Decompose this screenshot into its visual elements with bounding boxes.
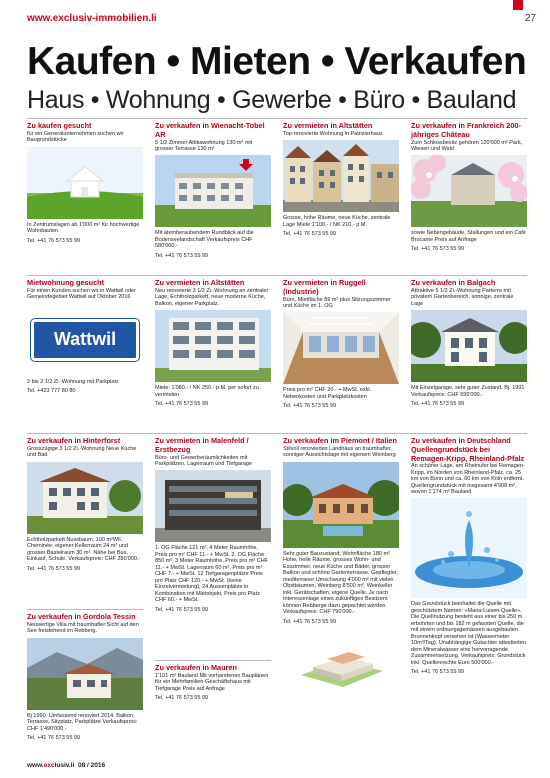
chateau-photo [411, 155, 527, 227]
listing-subtitle: Neu renovierte 3 1/2 Zi.-Wohnung an zentraler Lage, Echtholzparkett, neue moderne Küche, Balkon, eigener Parkplatz. [155, 287, 269, 307]
listing-card[interactable] [155, 660, 271, 702]
listing-description: Miete: 1'080.- / NK 250.- p.M. per sofort zu vermieten [155, 385, 259, 398]
office-interior-photo [283, 312, 399, 384]
listing-description: Das Grundstück beinhaltet die Quelle mit geschütztem Namen: «Maria-Luisen-Quelle». Die Quellnutzung besteht aus einer bis 250 m erbohrten und bis 182 m gefassten Quelle, die mit einem ordnungsgemässen ausgebauten Brunnenkopf versehen ist (Wassermeter 10m³/Tag). Unabhängige Gutachter attestierten dem Mineralwasser eine hervorragende Zusammensetzung. Verkaufspreis: Grundstück inkl. Quellenrechte Euro 500'000.- [411, 601, 526, 666]
site-url[interactable]: www.exclusiv-immobilien.li [27, 13, 157, 24]
listing-phone[interactable]: Tel. +41 76 573 55 99 [411, 669, 465, 676]
listing-card[interactable] [27, 276, 143, 395]
listing-phone[interactable]: Tel. +41 76 573 55 99 [27, 237, 81, 244]
wattwil-sign [27, 304, 143, 376]
listing-phone[interactable]: Tel. +41 76 573 55 99 [155, 252, 209, 259]
lake-villa-photo [27, 638, 143, 710]
listing-phone[interactable]: Tel. +41 76 573 55 99 [283, 618, 337, 625]
listing-description: Preis pro m² CHF 20.- + MwSt. exkl. Nebenkosten und Parkplatzkosten [283, 387, 372, 400]
listing-title: Zu vermieten in Altstätten [155, 278, 245, 287]
listing-description: sowie Nebengebäude, Stallungen und ein Café Brocante Preis auf Anfrage [411, 230, 526, 243]
block-building-photo [155, 310, 271, 382]
building-model-photo [283, 637, 399, 699]
listing-phone[interactable]: Tel. +41 76 573 55 99 [283, 231, 337, 238]
listing-title: Zu verkaufen in Hinterforst [27, 436, 121, 445]
listing-card[interactable] [411, 119, 527, 253]
listing-subtitle: Büro- und Gewerberäumlichkeiten mit Parkplätzen, Lagerraum und Tiefgarage [155, 454, 252, 467]
listing-card[interactable] [155, 276, 271, 408]
listing-card[interactable] [155, 434, 271, 613]
page-title: Kaufen • Mieten • Verkaufen [27, 40, 527, 83]
listing-phone[interactable]: Tel. +41 76 573 55 99 [411, 401, 465, 408]
listing-phone[interactable]: Tel. +41 76 573 55 99 [27, 565, 81, 572]
listing-title: Mietwohnung gesucht [27, 278, 105, 287]
listing-card[interactable] [283, 434, 399, 699]
listing-row-3 [27, 433, 527, 763]
listing-card[interactable] [27, 434, 143, 572]
listing-card[interactable] [155, 119, 271, 259]
listing-card[interactable] [411, 276, 527, 408]
listing-title: Zu vermieten in Altstätten [283, 121, 373, 130]
footer-issue: 08 / 2016 [77, 762, 106, 769]
listing-subtitle: Neuwertige Villa mit traumhafter Sicht auf den See freistehend im Rebberg. [27, 621, 139, 635]
listing-title: Zu verkaufen in Gordola Tessin [27, 612, 136, 621]
listing-subtitle: Für einen Kunden suchen wir in Wattwil oder Gemeindegebiet Wattwil auf Oktober 2016 [27, 287, 136, 301]
listing-phone[interactable]: Tel. +41 76 573 55 99 [155, 401, 209, 408]
listing-title: Zu verkaufen im Piemont / Italien [283, 436, 397, 445]
corner-accent [513, 0, 523, 10]
old-town-photo [283, 140, 399, 212]
footer-url-accent: ex [43, 762, 51, 769]
house-icon [27, 147, 143, 219]
footer-url-suffix: clusiv.li [50, 762, 75, 769]
listing-title: Zu verkaufen in Deutschland Quellengrundstück bei Remagen-Kripp, Rheinland-Pfalz [411, 436, 525, 463]
apartment-building-photo [155, 155, 271, 227]
listing-phone[interactable]: Tel. +41 76 573 55 99 [27, 735, 81, 742]
listing-row-2 [27, 275, 527, 429]
listing-phone[interactable]: Tel. +423 777 80 80 [27, 388, 76, 395]
country-house-photo [283, 462, 399, 548]
listing-title: Zu verkaufen in Wienacht-Tobel AR [155, 121, 265, 139]
water-splash-photo [411, 498, 527, 598]
apartment-house-photo [27, 462, 143, 534]
listing-title: Zu verkaufen in Frankreich 200-jähriges Château [411, 121, 521, 139]
listing-title: Zu verkaufen in Mauren [155, 663, 237, 672]
page-number: 27 [524, 13, 536, 24]
listing-description: 1. OG Fläche 121 m², 4 Meter Raumhöhe, Preis pro m² CHF 11.- + MwSt. 2. OG Fläche 850 m², 3 Meter Raumhöhe, Preis pro m² CHF 11.- + MwSt. Lagerraum 60 m², Preis pro m² CHF 7.- + MwSt. 12 Tiefgaragenplätze Preis pro Platz CHF 120.- + MwSt. (keine Einzelvermietung), 24 Aussenplätze in Kombination mit Mietobjekt, Preis pro Platz CHF 60.- + MwSt. [155, 545, 269, 604]
listing-description: 2 bis 2 1/2 Zi.-Wohnung mit Parkplatz [27, 378, 119, 385]
listing-subtitle: 5 1/2 Zimmer Attikawohnung 130 m² mit grosser Terrasse 130 m² [155, 139, 253, 152]
villa-photo [411, 310, 527, 382]
listing-subtitle: Grosszügige 3 1/2 Zi.-Wohnung Neue Küche und Bad [27, 445, 137, 459]
listing-subtitle: An schöner Lage, am Rheinufer bei Remagen-Kripp, im Norden von Rheinland-Pfalz, ca. 25 km von Bonn und ca. 60 km von Köln entfernt. Quellengrundstück mit insgesamt 4'908 m², wovon 1'174 m² Bauland [411, 463, 525, 496]
listing-subtitle: Top-renovierte Wohnung in Patrizierhaus [283, 130, 383, 137]
listing-phone[interactable]: Tel. +41 76 573 55 99 [155, 695, 209, 702]
listing-phone[interactable]: Tel. +41 76 573 55 99 [411, 246, 465, 253]
town-sign-text: Wattwil [31, 319, 139, 361]
listing-description: In Zentrumslagen ab 1'000 m² für hochwertige Wohnbauten [27, 221, 140, 235]
listing-row-1 [27, 118, 527, 270]
listing-title: Zu vermieten in Malenfeld / Erstbezug [155, 436, 249, 454]
listing-description: Mit atemberaubendem Rundblick auf die Bodenseelandschaft Verkaufspreis CHF 580'000.- [155, 230, 254, 250]
listing-description: Echtholzparkett Nussbaum, 100 m²WF, Cheminée, eigener Kellerraum 24 m² und grosser Bastelraum 30 m². Nähe bei Bus, Einkauf, Schule. Verkaufspreis: CHF 280'000.- [27, 536, 141, 563]
listing-subtitle: 1'101 m² Bauland Mit vorhandenen Bauplänen für ein Mehrfamilien-Geschäftshaus mit Tiefgarage Preis auf Anfrage [155, 672, 269, 692]
listing-card[interactable] [283, 119, 399, 238]
listing-card[interactable] [27, 609, 143, 742]
commercial-building-photo [155, 470, 271, 542]
listing-title: Zu vermieten in Ruggell (Industrie) [283, 278, 366, 296]
listing-card[interactable] [283, 276, 399, 410]
page-subtitle: Haus • Wohnung • Gewerbe • Büro • Bauland [27, 86, 517, 114]
listing-phone[interactable]: Tel. +41 76 573 55 99 [283, 403, 337, 410]
listing-card[interactable] [27, 119, 143, 244]
listing-phone[interactable]: Tel. +41 76 573 55 99 [155, 606, 209, 613]
footer [27, 762, 105, 769]
listing-title: Zu kaufen gesucht [27, 121, 92, 130]
listing-subtitle: Zum Schlossbesitz gehören 120'000 m² Park, Wiesen und Wald [411, 139, 523, 152]
listing-description: Mit Einzelgarage, sehr guter Zustand, Bj. 1991 Verkaufspreis: CHF 595'000.- [411, 385, 525, 398]
listing-description: Grosse, hohe Räume, neue Küche, zentrale Lage Miete 1'100.- / NK 210.- p.M. [283, 215, 391, 228]
listing-description: Sehr guter Bauzustand, Wohnfläche 180 m² Hohe, helle Räume, grosses Wohn- und Esszimmer, neue Küche und Bäder, grosser Balkon und schöne Gartenterrasse. Gepflegter, mediterraner Umschwung 4'000 m² mit vielen Obstbäumen, Weinberg 8'500 m², Weinkeller inkl. Gerätschaften, eigene Quelle. Je nach Interessenlage eines zukünftigen Besitzers können Rebberge dazu gepachtet werden. Verkaufspreis: CHF 790'000.- [283, 550, 398, 616]
listing-subtitle: für ein Generalunternehmen suchen wir Baugrundstücke [27, 130, 124, 144]
listing-subtitle: Attraktive 5 1/2 Zi.-Wohnung Parterre mit privatem Gartenbereich, sonnige, zentrale Lage [411, 287, 514, 307]
footer-url-prefix: www. [27, 762, 44, 769]
listing-subtitle: Büro, Mietfläche 89 m² plus Sitzungszimmer und Küche im 1. OG [283, 296, 391, 309]
listing-description: Bj 1990. Umfassend renoviert 2014. Balkon, Terrasse, Sitzplatz, Parkplätze Verkaufspreis: CHF 1'490'000.- [27, 712, 138, 732]
listing-card[interactable] [411, 434, 527, 676]
listing-title: Zu verkaufen in Balgach [411, 278, 496, 287]
listing-subtitle: Stilvoll renoviertes Landhaus an traumhafter, sonniger Aussichtslage mit eigenem Weinberg [283, 445, 396, 459]
